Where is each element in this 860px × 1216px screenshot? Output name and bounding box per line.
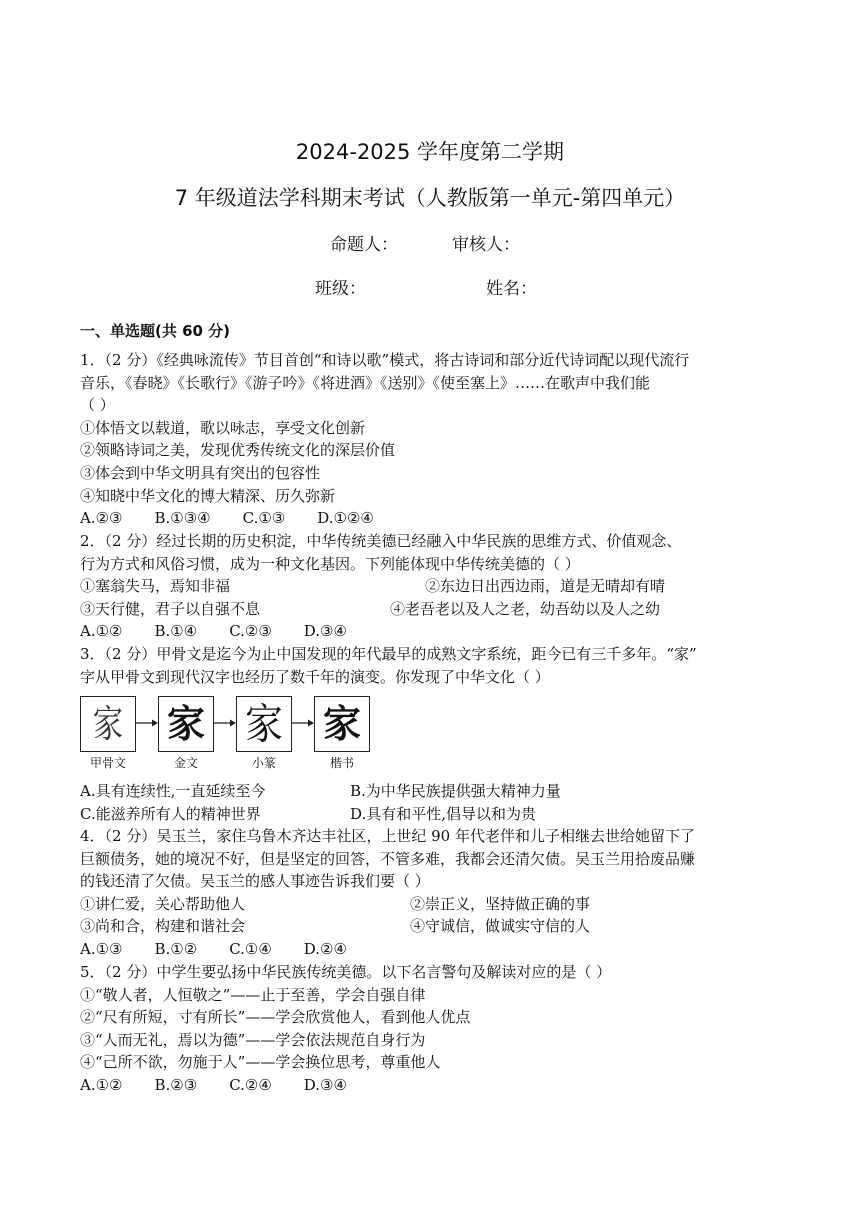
bronze-glyph: 家 xyxy=(158,696,214,752)
statement-item: ④守诚信，做诚实守信的人 xyxy=(410,917,591,936)
choice-c[interactable]: C.能滋养所有人的精神世界 xyxy=(80,804,261,823)
statement-row xyxy=(80,915,792,938)
statement-row xyxy=(80,575,792,598)
statement-item: ④知晓中华文化的博大精深、历久弥新 xyxy=(80,486,336,505)
question-3-options xyxy=(80,780,792,825)
statement-item: ②崇正义，坚持做正确的事 xyxy=(410,894,591,913)
statement-item: ③体会到中华文明具有突出的包容性 xyxy=(80,463,321,482)
answer-choices xyxy=(80,507,792,530)
choice-a[interactable]: A.①③ xyxy=(80,939,123,958)
glyph-label: 甲骨文 xyxy=(89,756,126,770)
question-stem-line: （ ） xyxy=(80,396,115,415)
arrow-icon xyxy=(292,718,314,728)
question-3 xyxy=(80,643,792,688)
glyph-label: 小篆 xyxy=(251,756,276,770)
choice-a[interactable]: A.①② xyxy=(80,622,123,641)
choice-d[interactable]: D.③④ xyxy=(303,622,347,641)
choice-d[interactable]: D.①②④ xyxy=(317,509,374,528)
choice-a[interactable]: A.①② xyxy=(80,1075,123,1094)
choice-c[interactable]: C.②④ xyxy=(229,1075,272,1094)
choice-c[interactable]: C.①③ xyxy=(242,509,286,528)
question-2 xyxy=(80,530,792,643)
choice-b[interactable]: B.①③④ xyxy=(154,509,211,528)
choice-d[interactable]: D.具有和平性,倡导以和为贵 xyxy=(350,804,537,823)
reviewer-label: 审核人： xyxy=(452,235,520,255)
question-stem-line: 字从甲骨文到现代汉字也经历了数千年的演变。你发现了中华文化（ ） xyxy=(80,667,550,686)
question-stem-line: 1．（2 分）《经典咏流传》节目首创“和诗以歌”模式，将古诗词和部分近代诗词配以现代流行 xyxy=(80,351,690,369)
choice-a[interactable]: A.②③ xyxy=(80,509,123,528)
choice-b[interactable]: B.为中华民族提供强大精神力量 xyxy=(350,782,561,800)
option-row xyxy=(80,803,792,826)
question-stem-line: 4．（2 分）吴玉兰，家住乌鲁木齐达丰社区，上世纪 90 年代老伴和儿子相继去世给她留下了 xyxy=(80,827,695,845)
character-evolution-figure xyxy=(80,696,380,774)
choice-c[interactable]: C.②③ xyxy=(229,622,272,641)
question-stem-line: 3．（2 分）甲骨文是迄今为止中国发现的年代最早的成熟文字系统，距今已有三千多年。“家” xyxy=(80,645,697,663)
exam-subtitle: 7 年级道法学科期末考试（人教版第一单元-第四单元） xyxy=(174,186,686,210)
answer-choices xyxy=(80,620,792,643)
question-stem-line: 的钱还清了欠债。吴玉兰的感人事迹告诉我们要（ ） xyxy=(80,872,430,891)
arrow-icon xyxy=(214,718,236,728)
question-stem-line: 2．（2 分）经过长期的历史积淀，中华传统美德已经融入中华民族的思维方式、价值观念、 xyxy=(80,532,682,550)
statement-item: ③尚和合，构建和谐社会 xyxy=(80,917,246,936)
statement-row xyxy=(80,893,792,916)
glyph-label: 楷书 xyxy=(329,756,354,770)
choice-b[interactable]: B.②③ xyxy=(154,1075,198,1094)
statement-row xyxy=(80,598,792,621)
question-1 xyxy=(80,349,792,530)
choice-b[interactable]: B.①④ xyxy=(154,622,198,641)
question-stem-line: 巨额债务，她的境况不好，但是坚定的回答，不管多难，我都会还清欠债。吴玉兰用拾废品赚 xyxy=(80,849,696,868)
statement-item: ②东边日出西边雨，道是无晴却有晴 xyxy=(425,577,666,596)
statement-item: ④老吾老以及人之老，幼吾幼以及人之幼 xyxy=(390,599,661,618)
statement-item: ①“敬人者，人恒敬之”——止于至善，学会自强自律 xyxy=(80,985,426,1004)
choice-d[interactable]: D.③④ xyxy=(303,1075,347,1094)
statement-item: ②“尺有所短，寸有所长”——学会欣赏他人，看到他人优点 xyxy=(80,1008,471,1027)
exam-title: 2024-2025 学年度第二学期 xyxy=(295,140,565,164)
statement-item: ①塞翁失马，焉知非福 xyxy=(80,577,231,596)
statement-item: ③“人而无礼，焉以为德”——学会依法规范自身行为 xyxy=(80,1030,426,1049)
name-label: 姓名： xyxy=(486,279,537,299)
statement-item: ④“己所不欲，勿施于人”——学会换位思考，尊重他人 xyxy=(80,1053,441,1072)
choice-b[interactable]: B.①② xyxy=(154,939,198,958)
small-seal-glyph: 家 xyxy=(236,696,292,752)
choice-d[interactable]: D.②④ xyxy=(303,939,347,958)
glyph-label: 金文 xyxy=(173,756,198,770)
question-4 xyxy=(80,825,792,961)
question-stem-line: 5．（2 分）中学生要弘扬中华民族传统美德。以下名言警句及解读对应的是（ ） xyxy=(80,963,612,981)
choice-c[interactable]: C.①④ xyxy=(229,939,272,958)
answer-choices xyxy=(80,1074,792,1097)
arrow-icon xyxy=(136,718,158,728)
section-title: 一、单选题(共 60 分) xyxy=(80,322,231,340)
statement-item: ③天行健，君子以自强不息 xyxy=(80,599,261,618)
question-stem-line: 音乐，《春晓》《长歌行》《游子吟》《将进酒》《送别》《使至塞上》……在歌声中我们能 xyxy=(80,373,651,392)
answer-choices xyxy=(80,938,792,961)
regular-script-glyph: 家 xyxy=(314,696,370,752)
class-label: 班级： xyxy=(315,279,366,299)
statement-item: ①讲仁爱，关心帮助他人 xyxy=(80,894,246,913)
oracle-bone-glyph: 家 xyxy=(80,696,136,752)
setter-label: 命题人： xyxy=(330,235,398,255)
question-5 xyxy=(80,961,792,1097)
statement-item: ①体悟文以载道，歌以咏志，享受文化创新 xyxy=(80,418,366,437)
question-stem-line: 行为方式和风俗习惯，成为一种文化基因。下列能体现中华传统美德的（ ） xyxy=(80,554,580,573)
statement-item: ②领略诗词之美，发现优秀传统文化的深层价值 xyxy=(80,441,396,460)
option-row xyxy=(80,780,792,803)
choice-a[interactable]: A.具有连续性,一直延续至今 xyxy=(80,782,266,800)
